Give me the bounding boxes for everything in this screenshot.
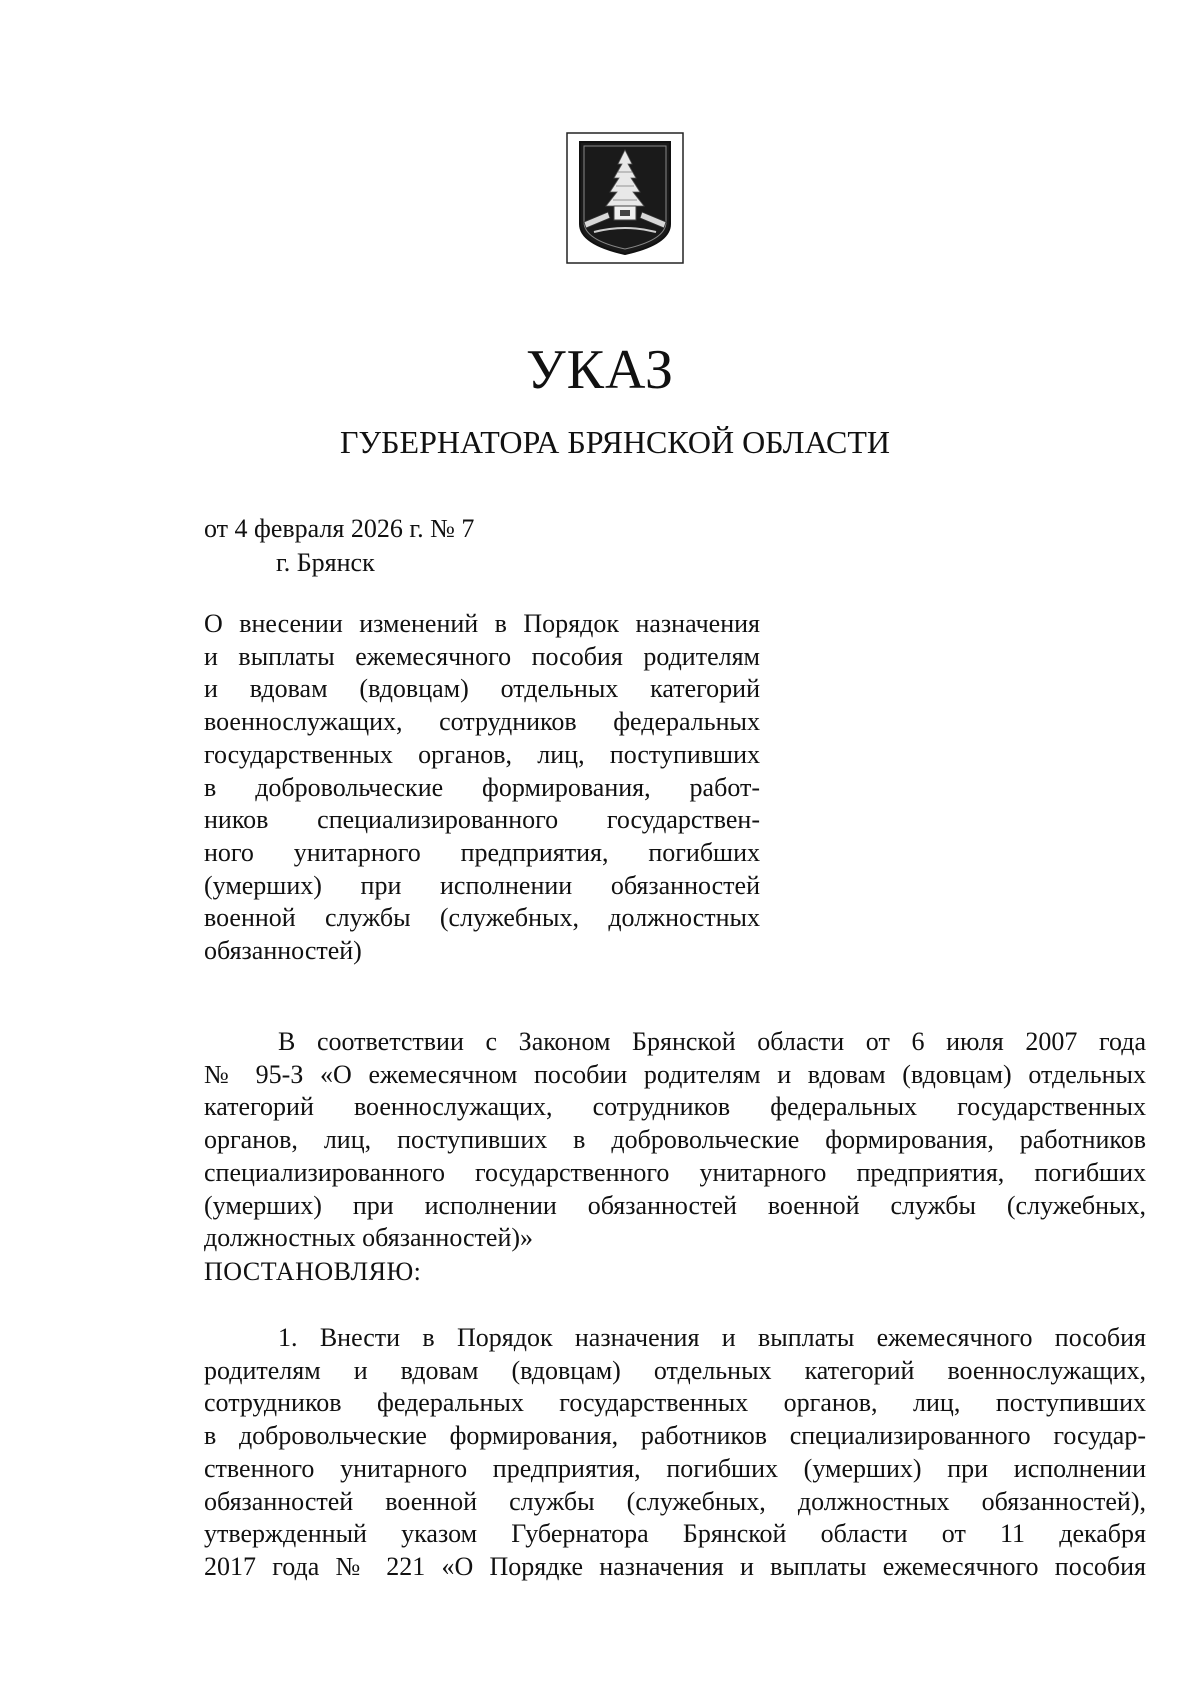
document-subtitle: ГУБЕРНАТОРА БРЯНСКОЙ ОБЛАСТИ: [340, 424, 890, 460]
heading-line: О внесении изменений в Порядок назначения: [204, 609, 760, 638]
heading-line: (умерших) при исполнении обязанностей: [204, 870, 760, 900]
resolve-word: ПОСТАНОВЛЯЮ:: [204, 1257, 422, 1286]
heading-line: военной службы (служебных, должностных: [204, 903, 760, 933]
paragraph-line: обязанностей военной службы (служебных, должностных обязанностей),: [204, 1486, 1146, 1516]
paragraph-line: должностных обязанностей)»: [204, 1223, 534, 1253]
paragraph-line: в добровольческие формирования, работников специализированного государ-: [204, 1421, 1146, 1451]
heading-line: обязанностей): [204, 936, 362, 966]
decree-heading: [204, 608, 760, 968]
paragraph-line: ственного унитарного предприятия, погибших (умерших) при исполнении: [204, 1453, 1146, 1483]
paragraph-line: 2017 года № 221 «О Порядке назначения и выплаты ежемесячного пособия: [204, 1551, 1146, 1581]
heading-line: государственных органов, лиц, поступивших: [204, 739, 760, 769]
paragraph-line: сотрудников федеральных государственных органов, лиц, поступивших: [204, 1388, 1146, 1418]
paragraph-line: категорий военнослужащих, сотрудников федеральных государственных: [204, 1092, 1146, 1122]
city: г. Брянск: [276, 548, 375, 577]
paragraph-line: специализированного государственного унитарного предприятия, погибших: [204, 1157, 1146, 1187]
heading-line: и вдовам (вдовцам) отдельных категорий: [204, 674, 760, 704]
paragraph-line: 1. Внести в Порядок назначения и выплаты ежемесячного пособия: [278, 1323, 1146, 1352]
paragraph-line: родителям и вдовам (вдовцам) отдельных категорий военнослужащих,: [204, 1355, 1146, 1385]
coat-of-arms-emblem: [566, 132, 684, 264]
item-1-paragraph: [204, 1322, 1146, 1584]
heading-line: военнослужащих, сотрудников федеральных: [204, 707, 760, 737]
paragraph-line: органов, лиц, поступивших в добровольческие формирования, работников: [204, 1125, 1146, 1155]
heading-line: и выплаты ежемесячного пособия родителям: [204, 641, 760, 671]
paragraph-line: (умерших) при исполнении обязанностей военной службы (служебных,: [204, 1190, 1146, 1220]
date-and-number: от 4 февраля 2026 г. № 7: [204, 514, 475, 543]
document-title: УКАЗ: [525, 339, 675, 401]
heading-line: ников специализированного государствен-: [204, 805, 760, 835]
paragraph-line: утвержденный указом Губернатора Брянской области от 11 декабря: [204, 1519, 1146, 1549]
heading-line: в добровольческие формирования, работ-: [204, 772, 760, 802]
paragraph-line: В соответствии с Законом Брянской области от 6 июля 2007 года: [278, 1027, 1146, 1056]
paragraph-line: № 95-З «О ежемесячном пособии родителям и вдовам (вдовцам) отдельных: [204, 1059, 1146, 1089]
preamble-paragraph: [204, 1026, 1146, 1255]
heading-line: ного унитарного предприятия, погибших: [204, 837, 760, 867]
